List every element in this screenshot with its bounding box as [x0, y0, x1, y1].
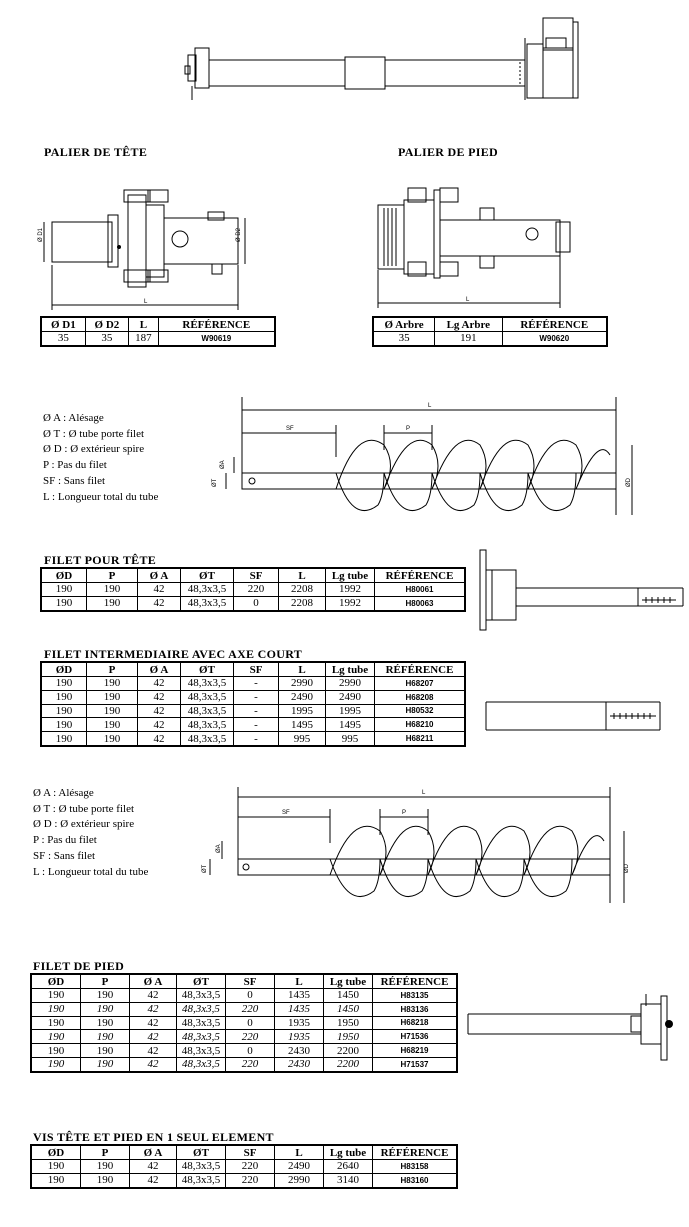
- cell: 35: [85, 332, 128, 346]
- col-header: RÉFÉRENCE: [375, 568, 466, 583]
- cell: 190: [41, 677, 87, 691]
- cell: 2490: [275, 1160, 324, 1174]
- legend-line: L : Longueur total du tube: [33, 865, 149, 878]
- cell: 42: [138, 732, 181, 746]
- col-header: Ø A: [138, 662, 181, 677]
- table-row: [31, 1160, 457, 1174]
- dim-l-label-pied: L: [466, 297, 470, 303]
- cell: 42: [138, 718, 181, 732]
- cell: 1435: [275, 989, 324, 1003]
- table-row: [31, 1057, 457, 1071]
- dim-l-label: L: [422, 790, 426, 796]
- cell: 42: [130, 1057, 177, 1071]
- table-header-row: [373, 317, 607, 332]
- col-header: L: [275, 974, 324, 989]
- table-row: [31, 1044, 457, 1058]
- cell: -: [234, 690, 279, 704]
- cell: 48,3x3,5: [181, 718, 234, 732]
- cell: 190: [81, 989, 130, 1003]
- cell: 42: [130, 1030, 177, 1044]
- cell: 2430: [275, 1057, 324, 1071]
- reference-cell: H68210: [375, 718, 466, 732]
- conveyor-overview-drawing: [0, 0, 689, 110]
- col-header: RÉFÉRENCE: [375, 662, 466, 677]
- col-header: P: [81, 974, 130, 989]
- col-header: Ø D1: [41, 317, 85, 332]
- cell: 187: [129, 332, 158, 346]
- dim-l-label: L: [144, 299, 148, 305]
- table-header-row: [41, 662, 465, 677]
- cell: 1495: [279, 718, 326, 732]
- col-header: RÉFÉRENCE: [158, 317, 275, 332]
- cell: 42: [130, 1173, 177, 1187]
- table-row: [41, 690, 465, 704]
- cell: 2208: [279, 583, 326, 597]
- table-row: [41, 332, 275, 346]
- cell: 190: [31, 1057, 81, 1071]
- table-row: [31, 1173, 457, 1187]
- col-header: RÉFÉRENCE: [502, 317, 607, 332]
- table-row: [41, 718, 465, 732]
- cell: 1435: [275, 1002, 324, 1016]
- filet-intermediaire-table: [40, 661, 466, 747]
- cell: 42: [138, 677, 181, 691]
- legend-block: [33, 786, 148, 880]
- cell: 190: [31, 989, 81, 1003]
- cell: 42: [138, 704, 181, 718]
- screw-diagram: [212, 395, 632, 525]
- section-title-filet-intermediaire: FILET INTERMEDIAIRE AVEC AXE COURT: [44, 647, 303, 661]
- legend-line: P : Pas du filet: [43, 459, 107, 472]
- cell: 0: [226, 1016, 275, 1030]
- filet-intermediaire-drawing: [484, 700, 664, 740]
- col-header: ØT: [177, 1145, 226, 1160]
- dim-sf-label: SF: [286, 426, 294, 432]
- vis-tete-pied-table: [30, 1144, 458, 1189]
- cell: 1935: [275, 1030, 324, 1044]
- dim-p-label: P: [402, 810, 407, 816]
- reference-cell: H68218: [373, 1016, 458, 1030]
- cell: -: [234, 677, 279, 691]
- col-header: Ø A: [138, 568, 181, 583]
- dim-d-label: ØD: [626, 478, 632, 487]
- cell: 1950: [324, 1016, 373, 1030]
- cell: 1935: [275, 1016, 324, 1030]
- col-header: ØT: [181, 662, 234, 677]
- cell: 190: [87, 704, 138, 718]
- cell: 42: [130, 989, 177, 1003]
- cell: 42: [130, 1002, 177, 1016]
- cell: 48,3x3,5: [177, 1002, 226, 1016]
- cell: 1450: [324, 989, 373, 1003]
- col-header: ØT: [177, 974, 226, 989]
- palier-tete-drawing: [40, 160, 280, 310]
- filet-pied-table: [30, 973, 458, 1073]
- col-header: Lg tube: [324, 974, 373, 989]
- col-header: ØD: [31, 1145, 81, 1160]
- cell: 1992: [326, 583, 375, 597]
- palier-tete-table: [40, 316, 276, 347]
- cell: 42: [130, 1160, 177, 1174]
- cell: 1450: [324, 1002, 373, 1016]
- palier-pied-drawing: [370, 160, 570, 310]
- cell: 48,3x3,5: [177, 1160, 226, 1174]
- filet-pied-drawing: [466, 992, 686, 1072]
- cell: 35: [373, 332, 435, 346]
- table-header-row: [31, 1145, 457, 1160]
- cell: 42: [130, 1016, 177, 1030]
- cell: 2990: [279, 677, 326, 691]
- cell: 220: [226, 1173, 275, 1187]
- cell: 35: [41, 332, 85, 346]
- cell: 190: [81, 1016, 130, 1030]
- cell: 2990: [275, 1173, 324, 1187]
- cell: 2490: [326, 690, 375, 704]
- reference-cell: H83135: [373, 989, 458, 1003]
- col-header: P: [87, 662, 138, 677]
- col-header: Lg Arbre: [435, 317, 502, 332]
- cell: 48,3x3,5: [181, 732, 234, 746]
- cell: 1995: [326, 704, 375, 718]
- dim-sf-label: SF: [282, 810, 290, 816]
- col-header: Ø A: [130, 1145, 177, 1160]
- col-header: Lg tube: [326, 568, 375, 583]
- reference-cell: H68211: [375, 732, 466, 746]
- col-header: L: [279, 662, 326, 677]
- dim-p-label: P: [406, 426, 411, 432]
- reference-cell: H83158: [373, 1160, 458, 1174]
- cell: 0: [226, 989, 275, 1003]
- reference-cell: H80532: [375, 704, 466, 718]
- cell: 48,3x3,5: [181, 677, 234, 691]
- cell: 0: [234, 596, 279, 610]
- cell: 2490: [279, 690, 326, 704]
- cell: -: [234, 704, 279, 718]
- cell: 190: [41, 690, 87, 704]
- reference-cell: H71537: [373, 1057, 458, 1071]
- dim-d1-label: Ø D1: [38, 227, 44, 242]
- section-title-filet-tete: FILET POUR TÊTE: [44, 553, 157, 567]
- dim-d2-label: Ø D2: [236, 227, 242, 242]
- reference-cell: H83136: [373, 1002, 458, 1016]
- legend-line: Ø A : Alésage: [33, 787, 94, 799]
- section-title-vis-tete-pied: VIS TÊTE ET PIED EN 1 SEUL ELEMENT: [33, 1130, 274, 1144]
- cell: 190: [41, 704, 87, 718]
- legend-line: Ø T : Ø tube porte filet: [33, 802, 135, 815]
- cell: -: [234, 718, 279, 732]
- cell: 2200: [324, 1044, 373, 1058]
- legend-line: Ø D : Ø extérieur spire: [33, 818, 135, 831]
- cell: 220: [226, 1030, 275, 1044]
- cell: 190: [41, 732, 87, 746]
- table-row: [41, 677, 465, 691]
- dim-d-label: ØD: [624, 864, 630, 873]
- reference-cell: H68208: [375, 690, 466, 704]
- table-header-row: [41, 317, 275, 332]
- cell: 190: [87, 732, 138, 746]
- table-row: [41, 583, 465, 597]
- col-header: ØD: [31, 974, 81, 989]
- col-header: L: [279, 568, 326, 583]
- legend-line: Ø A : Alésage: [43, 412, 104, 424]
- filet-tete-table: [40, 567, 466, 612]
- cell: 48,3x3,5: [177, 1044, 226, 1058]
- palier-pied-table: [372, 316, 608, 347]
- reference-cell: H80061: [375, 583, 466, 597]
- cell: 190: [31, 1002, 81, 1016]
- cell: 2640: [324, 1160, 373, 1174]
- cell: 995: [326, 732, 375, 746]
- table-row: [31, 1002, 457, 1016]
- col-header: L: [275, 1145, 324, 1160]
- cell: 42: [130, 1044, 177, 1058]
- cell: 42: [138, 596, 181, 610]
- table-row: [31, 1016, 457, 1030]
- cell: 190: [81, 1057, 130, 1071]
- cell: 190: [81, 1160, 130, 1174]
- cell: 48,3x3,5: [177, 1016, 226, 1030]
- col-header: Ø Arbre: [373, 317, 435, 332]
- cell: 220: [226, 1002, 275, 1016]
- cell: 220: [226, 1057, 275, 1071]
- cell: 1995: [279, 704, 326, 718]
- legend-line: P : Pas du filet: [33, 834, 97, 847]
- col-header: SF: [226, 1145, 275, 1160]
- legend-line: Ø D : Ø extérieur spire: [43, 443, 145, 456]
- dim-a-label: ØA: [216, 844, 222, 853]
- cell: 42: [138, 690, 181, 704]
- reference-cell: H68219: [373, 1044, 458, 1058]
- col-header: RÉFÉRENCE: [373, 974, 458, 989]
- cell: -: [234, 732, 279, 746]
- cell: 191: [435, 332, 502, 346]
- table-row: [373, 332, 607, 346]
- col-header: Ø A: [130, 974, 177, 989]
- dim-a-label: ØA: [220, 460, 226, 469]
- cell: 190: [81, 1002, 130, 1016]
- cell: 1992: [326, 596, 375, 610]
- cell: 190: [41, 718, 87, 732]
- cell: 2990: [326, 677, 375, 691]
- cell: 190: [87, 718, 138, 732]
- cell: 190: [81, 1044, 130, 1058]
- cell: 190: [31, 1173, 81, 1187]
- cell: 48,3x3,5: [177, 1030, 226, 1044]
- cell: 220: [234, 583, 279, 597]
- legend-line: Ø T : Ø tube porte filet: [43, 427, 145, 440]
- cell: 0: [226, 1044, 275, 1058]
- table-row: [41, 732, 465, 746]
- section-title-palier-tete: PALIER DE TÊTE: [44, 145, 148, 159]
- col-header: RÉFÉRENCE: [373, 1145, 458, 1160]
- col-header: P: [87, 568, 138, 583]
- cell: 2200: [324, 1057, 373, 1071]
- cell: 190: [81, 1173, 130, 1187]
- col-header: Ø D2: [85, 317, 128, 332]
- cell: 48,3x3,5: [177, 1173, 226, 1187]
- cell: 190: [31, 1016, 81, 1030]
- reference-cell: H71536: [373, 1030, 458, 1044]
- reference-cell: H68207: [375, 677, 466, 691]
- table-row: [31, 989, 457, 1003]
- cell: 190: [87, 690, 138, 704]
- cell: 48,3x3,5: [177, 989, 226, 1003]
- col-header: SF: [226, 974, 275, 989]
- cell: 42: [138, 583, 181, 597]
- cell: 220: [226, 1160, 275, 1174]
- cell: 995: [279, 732, 326, 746]
- col-header: Lg tube: [324, 1145, 373, 1160]
- cell: 190: [41, 596, 87, 610]
- legend-line: SF : Sans filet: [43, 474, 106, 487]
- dim-l-label: L: [428, 403, 432, 409]
- col-header: L: [129, 317, 158, 332]
- dim-t-label: ØT: [202, 864, 208, 873]
- section-title-palier-pied: PALIER DE PIED: [398, 145, 498, 159]
- legend-block: [43, 411, 158, 505]
- legend-line: SF : Sans filet: [33, 849, 96, 862]
- filet-tete-drawing: [478, 548, 688, 638]
- reference-cell: W90619: [158, 332, 275, 346]
- table-row: [31, 1030, 457, 1044]
- reference-cell: W90620: [502, 332, 607, 346]
- cell: 3140: [324, 1173, 373, 1187]
- table-row: [41, 704, 465, 718]
- reference-cell: H83160: [373, 1173, 458, 1187]
- cell: 48,3x3,5: [181, 690, 234, 704]
- cell: 190: [31, 1030, 81, 1044]
- cell: 190: [87, 583, 138, 597]
- section-title-filet-pied: FILET DE PIED: [33, 959, 125, 973]
- cell: 190: [41, 583, 87, 597]
- cell: 1950: [324, 1030, 373, 1044]
- cell: 48,3x3,5: [181, 704, 234, 718]
- col-header: ØT: [181, 568, 234, 583]
- table-header-row: [41, 568, 465, 583]
- cell: 190: [31, 1044, 81, 1058]
- table-header-row: [31, 974, 457, 989]
- cell: 190: [81, 1030, 130, 1044]
- cell: 190: [87, 596, 138, 610]
- table-row: [41, 596, 465, 610]
- col-header: ØD: [41, 662, 87, 677]
- cell: 190: [31, 1160, 81, 1174]
- col-header: P: [81, 1145, 130, 1160]
- col-header: Lg tube: [326, 662, 375, 677]
- cell: 190: [87, 677, 138, 691]
- screw-diagram: [200, 785, 630, 910]
- cell: 48,3x3,5: [177, 1057, 226, 1071]
- col-header: ØD: [41, 568, 87, 583]
- cell: 48,3x3,5: [181, 583, 234, 597]
- cell: 1495: [326, 718, 375, 732]
- reference-cell: H80063: [375, 596, 466, 610]
- legend-line: L : Longueur total du tube: [43, 490, 159, 503]
- dim-t-label: ØT: [212, 478, 218, 487]
- cell: 2208: [279, 596, 326, 610]
- cell: 2430: [275, 1044, 324, 1058]
- col-header: SF: [234, 568, 279, 583]
- col-header: SF: [234, 662, 279, 677]
- cell: 48,3x3,5: [181, 596, 234, 610]
